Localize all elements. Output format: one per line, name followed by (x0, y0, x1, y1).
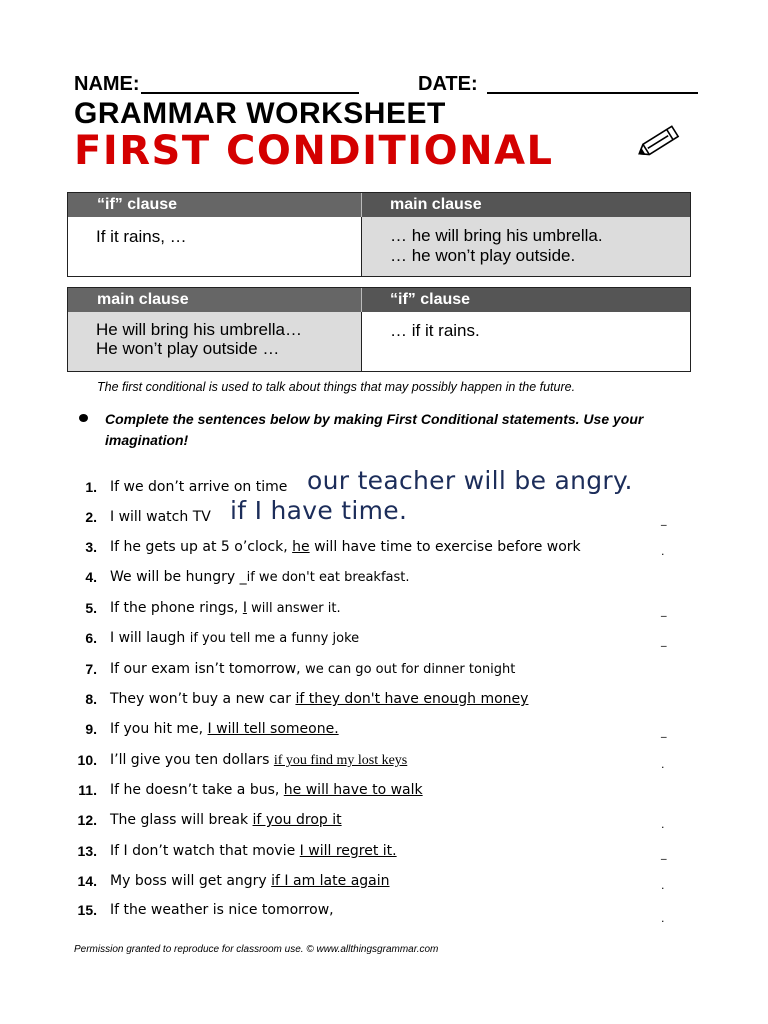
answer-text[interactable]: if they don't have enough money (295, 691, 529, 707)
answer-text[interactable]: if we don't eat breakfast. (246, 570, 410, 585)
item-number: 10. (77, 752, 97, 768)
item-number: 13. (77, 843, 97, 859)
worksheet-title: GRAMMAR WORKSHEET (74, 97, 446, 130)
exercise-item (64, 782, 704, 804)
footer-permission: Permission granted to reproduce for classroom use. © www.allthingsgrammar.com (74, 944, 439, 955)
item-stem: I will laugh (110, 630, 186, 646)
answer-text[interactable]: will have time to exercise before work (309, 539, 581, 555)
item-number: 7. (85, 661, 97, 677)
item-stem: They won’t buy a new car (110, 691, 291, 707)
answer-text[interactable]: will answer it. (246, 601, 341, 616)
item-stem: If the weather is nice tomorrow, (110, 902, 334, 918)
pencil-icon (628, 120, 688, 164)
exercise-item: 13. If I don’t watch that movie I will regret it. _ (64, 843, 704, 865)
answer-text[interactable]: if you tell me a funny joke (189, 631, 360, 646)
exercise-item: 5. If the phone rings, I will answer it. _ (64, 600, 704, 622)
item-number: 1. (85, 479, 97, 495)
answer-underlined[interactable]: I (242, 600, 247, 616)
exercise-item (64, 661, 704, 683)
item-stem: The glass will break (110, 812, 249, 828)
name-label: NAME: (74, 73, 140, 95)
instructions: Complete the sentences below by making First Conditional statements. Use your imagination! (105, 411, 644, 448)
item-stem: If our exam isn’t tomorrow, (110, 661, 301, 677)
table1-header-if: “if” clause (68, 193, 362, 217)
rule-note: The first conditional is used to talk about things that may possibly happen in the future. (97, 380, 576, 394)
exercise-item: 6. I will laugh if you tell me a funny joke _ (64, 630, 704, 652)
item-number: 4. (85, 569, 97, 585)
item-number: 3. (85, 539, 97, 555)
answer-text[interactable]: I will regret it. (299, 843, 397, 859)
item-stem: My boss will get angry (110, 873, 267, 889)
item-stem: If we don’t arrive on time (110, 479, 288, 495)
exercise-item: 10. I’ll give you ten dollars if you find my lost keys . (64, 752, 704, 774)
item-number: 6. (85, 630, 97, 646)
item-stem: If the phone rings, (110, 600, 239, 616)
item-stem: I will watch TV (110, 509, 211, 525)
answer-text[interactable]: if I am late again (271, 873, 390, 889)
table2-header-main: main clause (68, 288, 362, 312)
table2-header-if: “if” clause (362, 288, 690, 312)
table1-main-line: … he will bring his umbrella. (390, 226, 603, 245)
handwritten-answer[interactable]: if I have time. (230, 496, 408, 525)
item-stem: If he doesn’t take a bus, (110, 782, 280, 798)
exercise-item: 12. The glass will break if you drop it . (64, 812, 704, 834)
exercise-item: 9. If you hit me, I will tell someone. _ (64, 721, 704, 743)
exercise-item (64, 569, 704, 591)
worksheet-subtitle: FIRST CONDITIONAL (74, 128, 554, 174)
table1-main-line: … he won’t play outside. (390, 246, 576, 265)
handwritten-answer[interactable]: our teacher will be angry. (307, 466, 633, 495)
item-number: 2. (85, 509, 97, 525)
item-stem: If you hit me, (110, 721, 204, 737)
table2-if-line: … if it rains. (390, 321, 480, 340)
item-stem: We will be hungry (110, 569, 236, 585)
item-number: 8. (85, 691, 97, 707)
exercise-item: 2. I will watch TV if I have time. _ (64, 509, 704, 531)
exercise-item: 14. My boss will get angry if I am late again . (64, 873, 704, 895)
exercise-item: 3. If he gets up at 5 o’clock, he will have time to exercise before work . (64, 539, 704, 561)
answer-text[interactable]: I will tell someone. (207, 721, 339, 737)
bullet-icon (79, 414, 88, 422)
item-number: 14. (77, 873, 97, 889)
answer-text[interactable]: he will have to walk (283, 782, 423, 798)
table-if-main (67, 192, 691, 277)
item-number: 5. (85, 600, 97, 616)
answer-underlined[interactable]: _ (239, 569, 247, 585)
table2-main-line: He will bring his umbrella… (96, 320, 302, 339)
table1-header-main: main clause (362, 193, 690, 217)
answer-text[interactable]: if you drop it (252, 812, 342, 828)
answer-underlined[interactable]: he (292, 539, 310, 555)
item-stem: If he gets up at 5 o’clock, (110, 539, 288, 555)
table1-if-line: If it rains, … (96, 227, 187, 246)
exercise-item (64, 691, 704, 713)
name-field-line[interactable] (141, 92, 359, 94)
date-label: DATE: (418, 73, 478, 95)
answer-text[interactable]: if you find my lost keys (273, 753, 408, 768)
item-number: 9. (85, 721, 97, 737)
exercise-item: 15. If the weather is nice tomorrow, . (64, 902, 704, 924)
item-number: 12. (77, 812, 97, 828)
table-main-if (67, 287, 691, 372)
item-stem: If I don’t watch that movie (110, 843, 296, 859)
answer-text[interactable]: we can go out for dinner tonight (305, 662, 516, 677)
date-field-line[interactable] (487, 92, 698, 94)
item-number: 11. (78, 782, 97, 798)
table2-main-line: He won’t play outside … (96, 339, 280, 358)
item-number: 15. (77, 902, 97, 918)
item-stem: I’ll give you ten dollars (110, 752, 270, 768)
